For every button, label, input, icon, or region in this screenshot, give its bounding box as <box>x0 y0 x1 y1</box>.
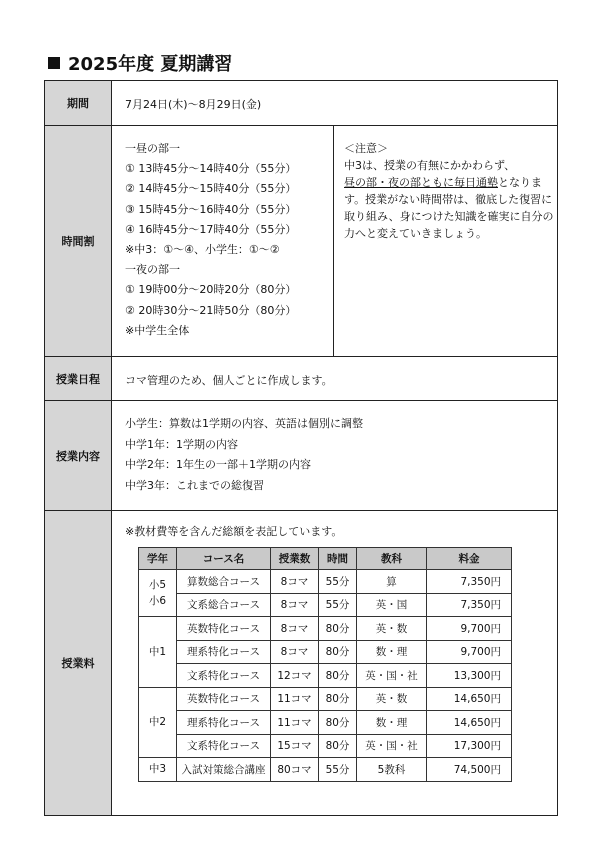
fees-header-cell: 料金 <box>427 548 512 570</box>
timetable-line: ② 14時45分～15時40分（55分） <box>125 182 297 196</box>
lesson-count-cell: 8コマ <box>271 570 319 594</box>
fees-header-cell: 時間 <box>319 548 357 570</box>
duration-cell: 80分 <box>319 640 357 664</box>
info-table <box>44 80 558 816</box>
subjects-cell: 英・国・社 <box>357 734 427 758</box>
lesson-count-cell: 15コマ <box>271 734 319 758</box>
table-row <box>139 711 512 735</box>
table-row <box>139 664 512 688</box>
fees-note: ※教材費等を含んだ総額を表記しています。 <box>125 525 343 538</box>
table-row <box>139 734 512 758</box>
lesson-count-cell: 11コマ <box>271 711 319 735</box>
fees-table <box>138 547 512 782</box>
timetable-line: ① 13時45分～14時40分（55分） <box>125 162 297 176</box>
duration-cell: 55分 <box>319 758 357 782</box>
price-cell: 74,500円 <box>427 758 512 782</box>
content-line: 中学3年：これまでの総復習 <box>125 478 264 492</box>
schedule-row <box>45 356 557 400</box>
price-cell: 7,350円 <box>427 593 512 617</box>
grade-cell: 中2 <box>139 687 177 758</box>
content-line: 小学生：算数は1学期の内容、英語は個別に調整 <box>125 417 363 430</box>
price-cell: 14,650円 <box>427 711 512 735</box>
table-row <box>139 570 512 594</box>
page-title-text: 2025年度 夏期講習 <box>68 54 233 75</box>
duration-cell: 80分 <box>319 687 357 711</box>
period-row <box>45 81 557 125</box>
timetable-line: 一昼の部一 <box>125 142 180 155</box>
price-cell: 13,300円 <box>427 664 512 688</box>
page-title <box>48 50 232 76</box>
subjects-cell: 英・数 <box>357 617 427 641</box>
timetable-line: ③ 15時45分～16時40分（55分） <box>125 202 297 216</box>
price-cell: 14,650円 <box>427 687 512 711</box>
subjects-cell: 英・国 <box>357 593 427 617</box>
fees-header-cell: 学年 <box>139 548 177 570</box>
content-line: 中学2年：1年生の一部＋1学期の内容 <box>125 458 311 471</box>
duration-cell: 55分 <box>319 593 357 617</box>
table-row <box>139 687 512 711</box>
subjects-cell: 算 <box>357 570 427 594</box>
price-cell: 9,700円 <box>427 640 512 664</box>
period-value: 7月24日(木)～8月29日(金) <box>125 98 262 111</box>
fees-header-cell: コース名 <box>177 548 271 570</box>
course-name-cell: 英数特化コース <box>177 687 271 711</box>
course-name-cell: 算数総合コース <box>177 570 271 594</box>
subjects-cell: 英・数 <box>357 687 427 711</box>
price-cell: 17,300円 <box>427 734 512 758</box>
grade-cell: 小5 小6 <box>139 570 177 617</box>
price-cell: 7,350円 <box>427 570 512 594</box>
square-bullet-icon <box>48 57 60 69</box>
course-name-cell: 文系特化コース <box>177 734 271 758</box>
timetable-divider <box>333 126 334 356</box>
note-heading: ＜注意＞ <box>344 142 388 155</box>
period-label: 期間 <box>45 81 112 125</box>
schedule-value: コマ管理のため、個人ごとに作成します。 <box>125 374 333 387</box>
duration-cell: 80分 <box>319 617 357 641</box>
table-row <box>139 617 512 641</box>
table-row <box>139 640 512 664</box>
grade-cell: 中3 <box>139 758 177 782</box>
duration-cell: 80分 <box>319 664 357 688</box>
fees-label: 授業料 <box>45 511 112 815</box>
timetable-line: ※中学生全体 <box>125 323 190 337</box>
price-cell: 9,700円 <box>427 617 512 641</box>
course-name-cell: 文系総合コース <box>177 593 271 617</box>
content-label: 授業内容 <box>45 401 112 510</box>
timetable-line: 一夜の部一 <box>125 263 180 277</box>
fees-header-cell: 教科 <box>357 548 427 570</box>
table-row <box>139 758 512 782</box>
lesson-count-cell: 80コマ <box>271 758 319 782</box>
note-underline: 昼の部・夜の部ともに毎日通塾 <box>344 176 498 189</box>
course-name-cell: 理系特化コース <box>177 711 271 735</box>
lesson-count-cell: 8コマ <box>271 593 319 617</box>
lesson-count-cell: 11コマ <box>271 687 319 711</box>
timetable-line: ④ 16時45分～17時40分（55分） <box>125 222 297 236</box>
table-row <box>139 593 512 617</box>
lesson-count-cell: 8コマ <box>271 640 319 664</box>
timetable-line: ① 19時00分～20時20分（80分） <box>125 283 297 297</box>
course-name-cell: 文系特化コース <box>177 664 271 688</box>
subjects-cell: 数・理 <box>357 640 427 664</box>
fees-header-cell: 授業数 <box>271 548 319 570</box>
timetable-line: ※中3：①～④、小学生：①～② <box>125 243 280 256</box>
duration-cell: 80分 <box>319 734 357 758</box>
schedule-label: 授業日程 <box>45 357 112 400</box>
timetable-label: 時間割 <box>45 126 112 356</box>
timetable-line: ② 20時30分～21時50分（80分） <box>125 303 297 317</box>
fees-header-row <box>139 548 512 570</box>
lesson-count-cell: 12コマ <box>271 664 319 688</box>
note-body: 中3は、授業の有無にかかわらず、 昼の部・夜の部ともに毎日通塾となります。授業がない時間帯は、徹底した復習に取り組み、身につけた知識を確実に自分の力へと変えていきましょう。 <box>344 159 554 240</box>
course-name-cell: 入試対策総合講座 <box>177 758 271 782</box>
content-row <box>45 400 557 510</box>
subjects-cell: 5教科 <box>357 758 427 782</box>
duration-cell: 80分 <box>319 711 357 735</box>
duration-cell: 55分 <box>319 570 357 594</box>
lesson-count-cell: 8コマ <box>271 617 319 641</box>
timetable-note <box>344 140 554 242</box>
grade-cell: 中1 <box>139 617 177 688</box>
subjects-cell: 英・国・社 <box>357 664 427 688</box>
content-line: 中学1年：1学期の内容 <box>125 437 238 451</box>
course-name-cell: 理系特化コース <box>177 640 271 664</box>
subjects-cell: 数・理 <box>357 711 427 735</box>
fees-row <box>45 510 557 815</box>
course-name-cell: 英数特化コース <box>177 617 271 641</box>
timetable-row <box>45 125 557 356</box>
